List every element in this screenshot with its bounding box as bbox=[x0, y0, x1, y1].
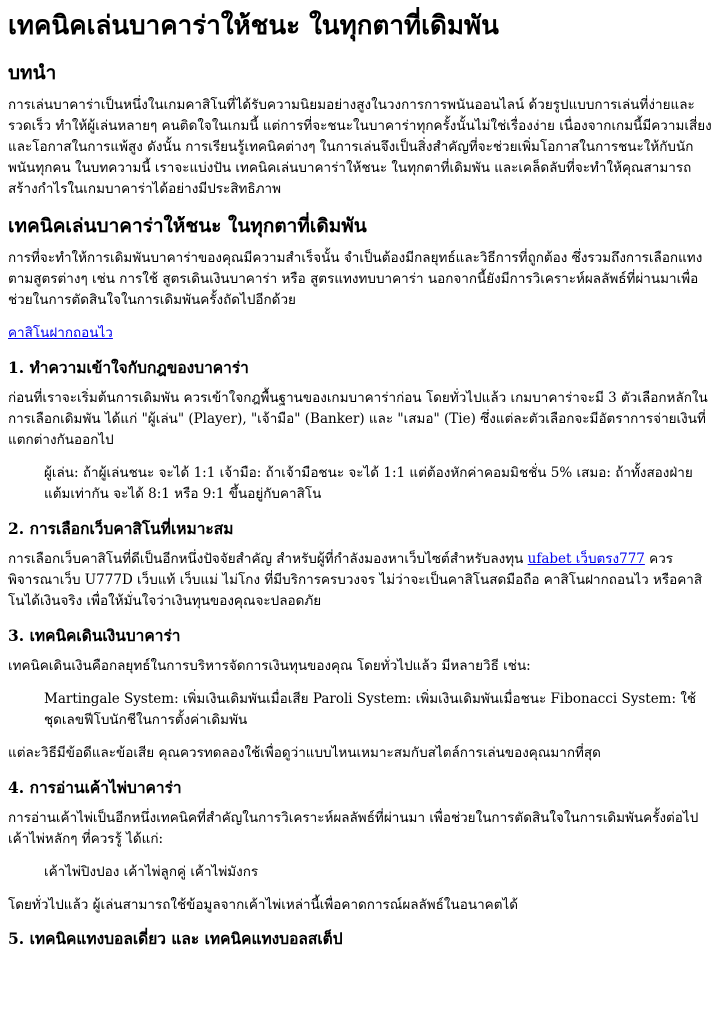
section-1-quote: ผู้เล่น: ถ้าผู้เล่นชนะ จะได้ 1:1 เจ้ามือ: ถ้าเจ้ามือชนะ จะได้ 1:1 แต่ต้องหักค่าคอมมิชชั่น 5% เสมอ: ถ้าทั้งสองฝ่ายแต้มเท่ากัน จะได้ 8:1 หรือ 9:1 ขึ้นอยู่กับคาสิโน bbox=[44, 465, 693, 502]
section-2-text-after: ควรพิจารณาเว็บ U777D เว็บแท้ เว็บแม่ ไม่โกง ที่มีบริการครบวงจร ไม่ว่าจะเป็นคาสิโนสดมือถือ คาสิโนฝากถอนไว หรือคาสิโนได้เงินจริง เพื่อให้มั่นใจว่าเงินทุนของคุณจะปลอดภัย bbox=[8, 551, 703, 609]
section-3-quote: Martingale System: เพิ่มเงินเดิมพันเมื่อเสีย Paroli System: เพิ่มเงินเดิมพันเมื่อชนะ Fibonacci System: ใช้ชุดเลขฟีโบนักชีในการตั้งค่าเดิมพัน bbox=[44, 690, 697, 728]
page-title: เทคนิคเล่นบาคาร่าให้ชนะ ในทุกตาที่เดิมพัน bbox=[8, 11, 499, 41]
section-4-heading: 4. การอ่านเค้าไพ่บาคาร่า bbox=[8, 777, 182, 797]
section-3-heading: 3. เทคนิคเดินเงินบาคาร่า bbox=[8, 625, 181, 645]
section-3-paragraph: เทคนิคเดินเงินคือกลยุทธ์ในการบริหารจัดการเงินทุนของคุณ โดยทั่วไปแล้ว มีหลายวิธี เช่น: bbox=[8, 657, 531, 674]
casino-fast-withdraw-link[interactable]: คาสิโนฝากถอนไว bbox=[8, 325, 113, 342]
section-2-text-before: การเลือกเว็บคาสิโนที่ดีเป็นอีกหนึ่งปัจจัยสำคัญ สำหรับผู้ที่กำลังมองหาเว็บไซต์สำหรับลงทุน bbox=[8, 551, 528, 568]
ufabet-link[interactable]: ufabet เว็บตรง777 bbox=[527, 551, 645, 568]
main-section-heading: เทคนิคเล่นบาคาร่าให้ชนะ ในทุกตาที่เดิมพัน bbox=[8, 214, 367, 237]
section-4-quote: เค้าไพ่ปิงปอง เค้าไพ่ลูกคู่ เค้าไพ่มังกร bbox=[44, 863, 259, 880]
section-1-paragraph: ก่อนที่เราจะเริ่มต้นการเดิมพัน ควรเข้าใจกฎพื้นฐานของเกมบาคาร่าก่อน โดยทั่วไปแล้ว เกมบาคาร่าจะมี 3 ตัวเลือกหลักในการเลือกเดิมพัน ได้แก่ "ผู้เล่น" (Player), "เจ้ามือ" (Banker) และ "เสมอ" (Tie) ซึ่งแต่ละตัวเลือกจะมีอัตราการจ่ายเงินที่แตกต่างกันออกไป bbox=[8, 390, 708, 449]
main-section-paragraph: การที่จะทำให้การเดิมพันบาคาร่าของคุณมีความสำเร็จนั้น จำเป็นต้องมีกลยุทธ์และวิธีการที่ถูกต้อง ซึ่งรวมถึงการเลือกแทงตามสูตรต่างๆ เช่น การใช้ สูตรเดินเงินบาคาร่า หรือ สูตรแทงทบบาคาร่า นอกจากนี้ยังมีการวิเคราะห์ผลลัพธ์ที่ผ่านมาเพื่อช่วยในการตัดสินใจในการเดิมพันครั้งถัดไปอีกด้วย bbox=[8, 250, 703, 309]
section-2-heading: 2. การเลือกเว็บคาสิโนที่เหมาะสม bbox=[8, 518, 234, 538]
section-4-paragraph-2: โดยทั่วไปแล้ว ผู้เล่นสามารถใช้ข้อมูลจากเค้าไพ่เหล่านี้เพื่อคาดการณ์ผลลัพธ์ในอนาคตได้ bbox=[8, 896, 519, 913]
section-3-paragraph-2: แต่ละวิธีมีข้อดีและข้อเสีย คุณควรทดลองใช้เพื่อดูว่าแบบไหนเหมาะสมกับสไตล์การเล่นของคุณมากที่สุด bbox=[8, 744, 601, 761]
intro-heading: บทนำ bbox=[8, 61, 57, 84]
section-2-paragraph bbox=[8, 549, 712, 612]
section-1-heading: 1. ทำความเข้าใจกับกฎของบาคาร่า bbox=[8, 358, 249, 378]
intro-paragraph: การเล่นบาคาร่าเป็นหนึ่งในเกมคาสิโนที่ได้รับความนิยมอย่างสูงในวงการการพนันออนไลน์ ด้วยรูปแบบการเล่นที่ง่ายและรวดเร็ว ทำให้ผู้เล่นหลายๆ คนติดใจในเกมนี้ แต่การที่จะชนะในบาคาร่าทุกครั้งนั้นไม่ใช่เรื่องง่าย เนื่องจากเกมนี้มีความเสี่ยงและโอกาสในการแพ้สูง ดังนั้น การเรียนรู้เทคนิคต่างๆ ในการเล่นจึงเป็นสิ่งสำคัญที่จะช่วยเพิ่มโอกาสในการชนะให้กับนักพนันทุกคน ในบทความนี้ เราจะแบ่งปัน เทคนิคเล่นบาคาร่าให้ชนะ ในทุกตาที่เดิมพัน และเคล็ดลับที่จะทำให้คุณสามารถสร้างกำไรในเกมบาคาร่าได้อย่างมีประสิทธิภาพ bbox=[8, 97, 712, 197]
section-4-paragraph: การอ่านเค้าไพ่เป็นอีกหนึ่งเทคนิคที่สำคัญในการวิเคราะห์ผลลัพธ์ที่ผ่านมา เพื่อช่วยในการตัดสินใจในการเดิมพันครั้งต่อไป เค้าไพ่หลักๆ ที่ควรรู้ ได้แก่: bbox=[8, 809, 699, 847]
main-section-link-paragraph bbox=[8, 323, 712, 344]
section-5-heading: 5. เทคนิคแทงบอลเดี่ยว และ เทคนิคแทงบอลสเต็ป bbox=[8, 929, 343, 949]
